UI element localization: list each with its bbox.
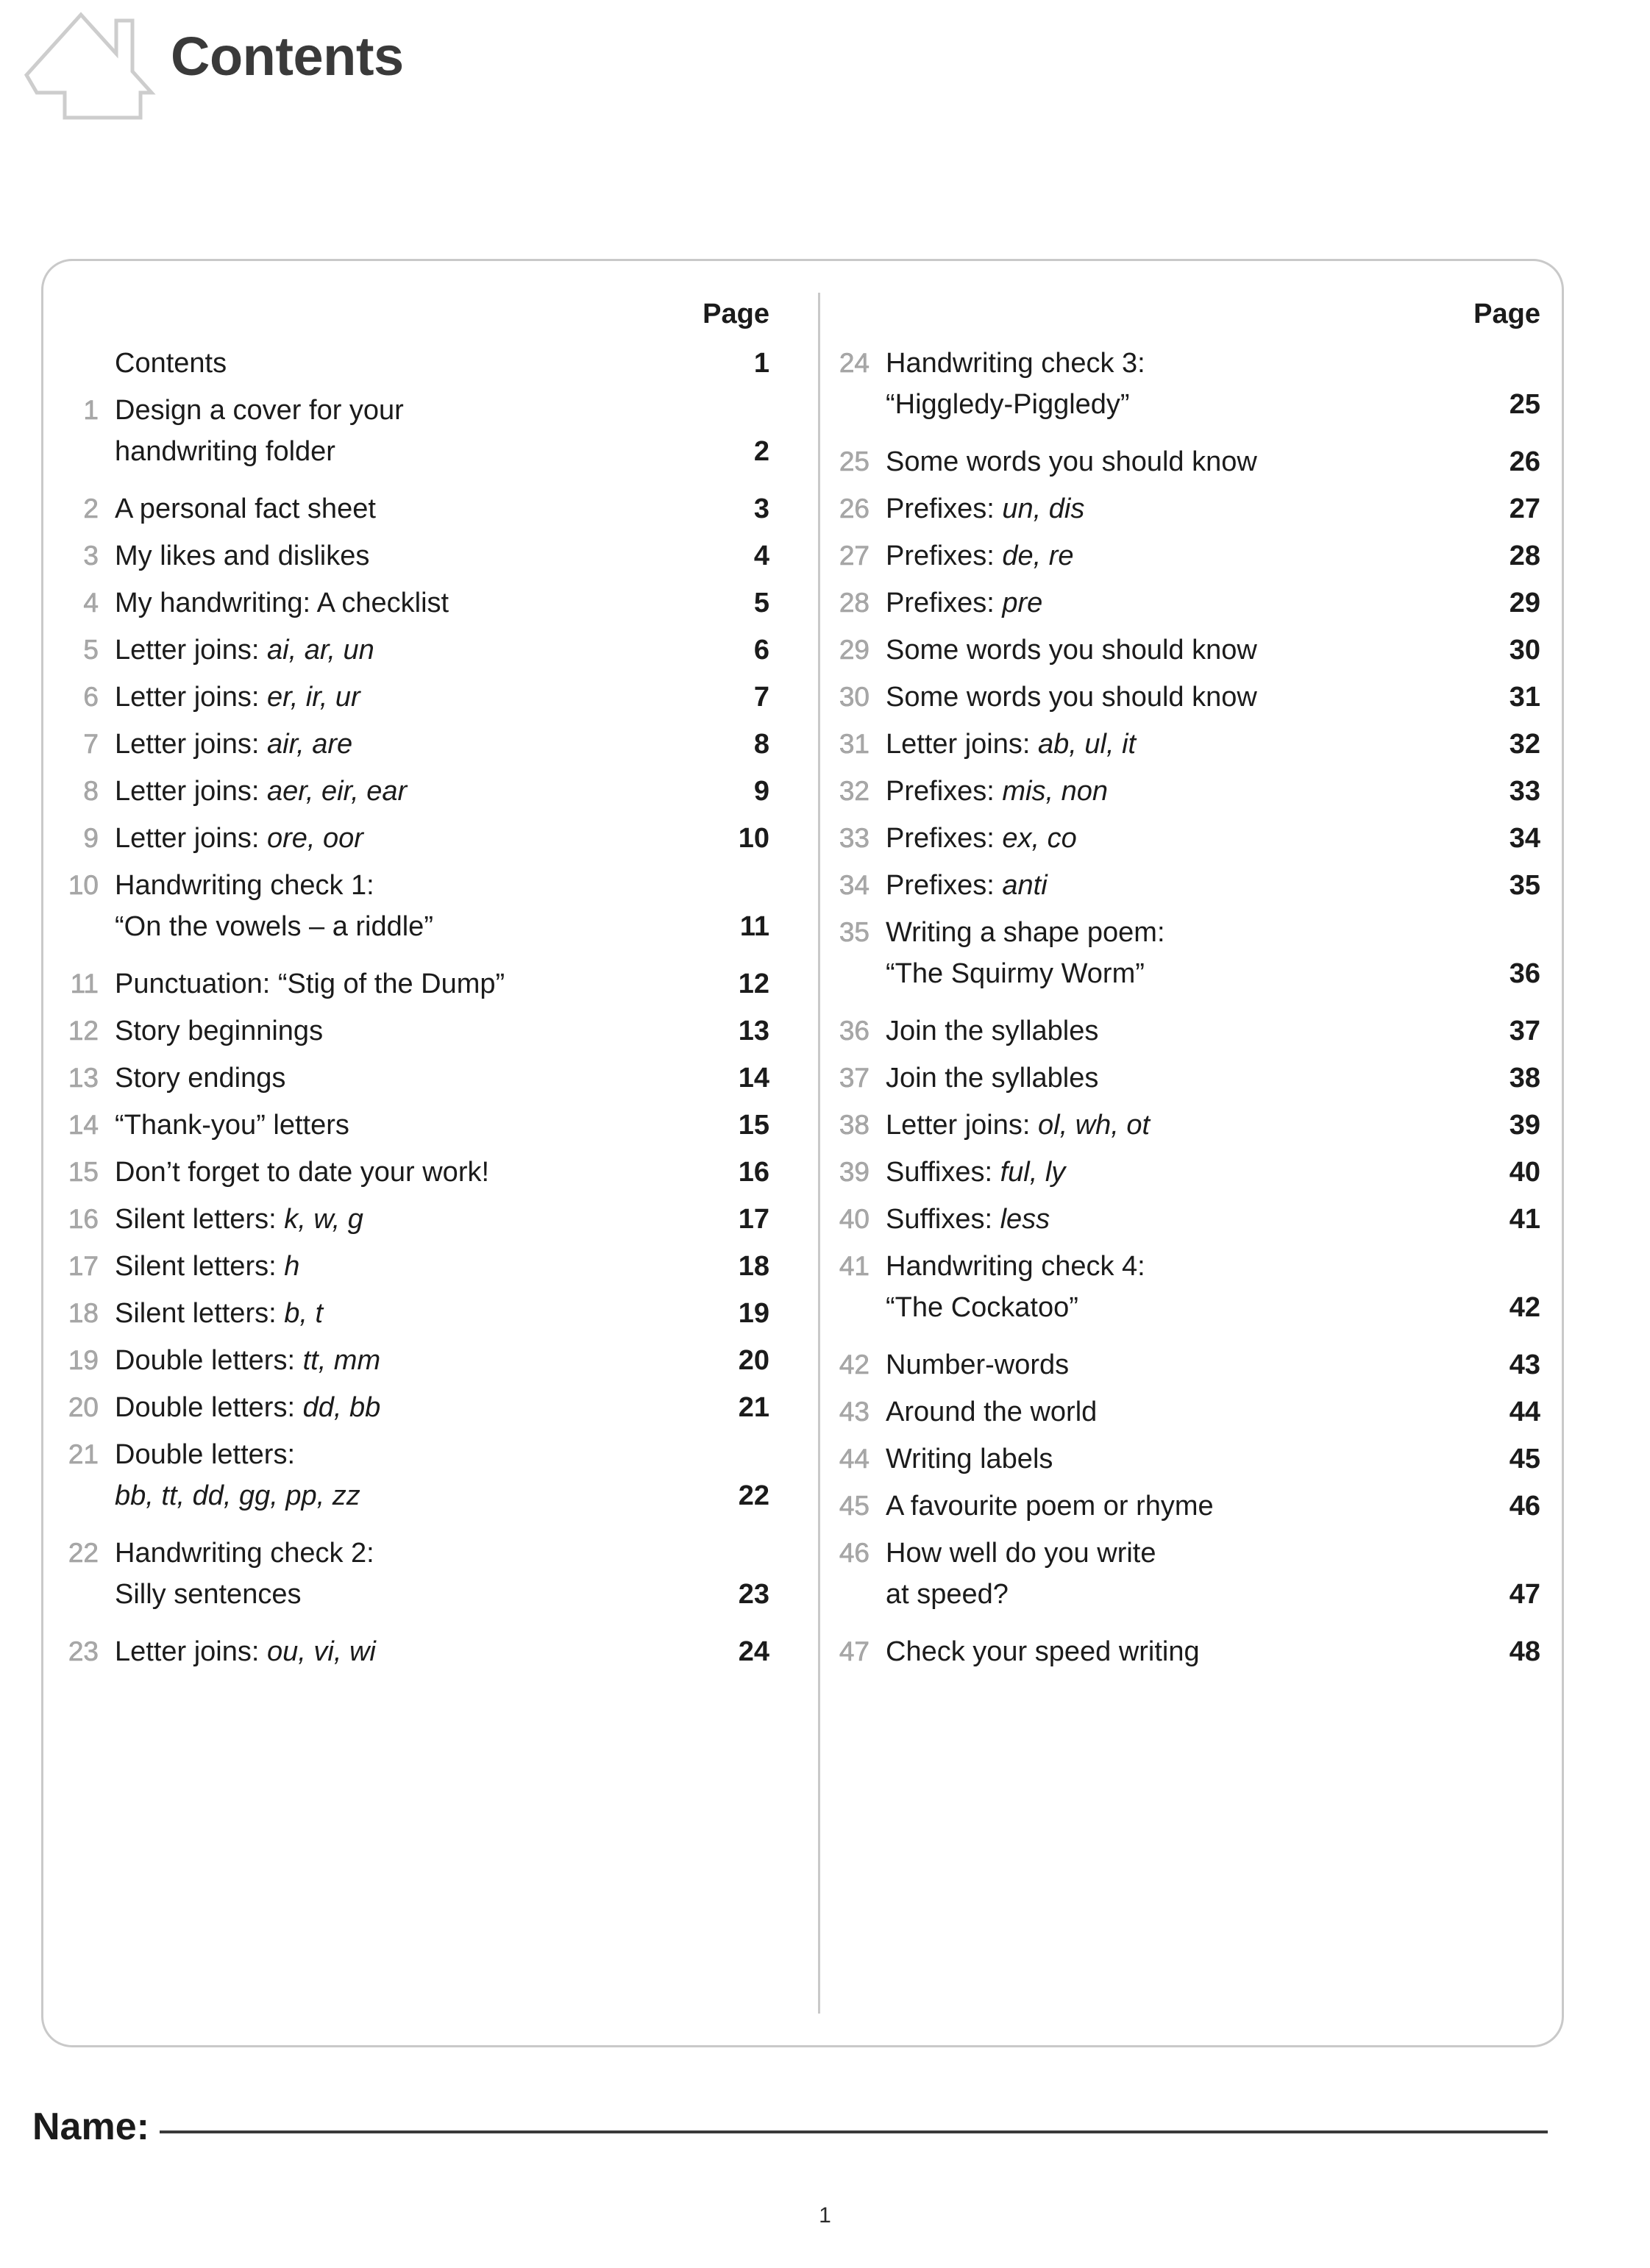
toc-item-number: 15 xyxy=(68,1157,99,1187)
toc-item-number: 47 xyxy=(839,1636,870,1666)
toc-item-title xyxy=(886,1486,1480,1527)
toc-item-title xyxy=(886,1246,1480,1328)
toc-item-page: 43 xyxy=(1509,1349,1540,1380)
toc-row[interactable] xyxy=(833,677,1568,718)
toc-item-title xyxy=(115,865,709,947)
toc-item-title xyxy=(886,1391,1480,1433)
toc-row[interactable] xyxy=(833,771,1568,812)
toc-item-page: 18 xyxy=(738,1251,769,1282)
toc-item-number: 32 xyxy=(839,776,870,806)
toc-row[interactable] xyxy=(62,963,797,1005)
toc-item-number: 23 xyxy=(68,1636,99,1666)
toc-item-page: 36 xyxy=(1509,958,1540,989)
toc-title-italic: mis, non xyxy=(1002,776,1109,807)
toc-title-line-1: Prefixes: ex, co xyxy=(886,823,1077,854)
toc-item-title xyxy=(115,1246,709,1287)
toc-title-line-1: Join the syllables xyxy=(886,1063,1099,1094)
toc-item-title xyxy=(886,1631,1480,1672)
toc-row[interactable] xyxy=(62,390,797,472)
toc-title-line-1: Letter joins: ol, wh, ot xyxy=(886,1110,1151,1141)
toc-title-line-2: at speed? xyxy=(886,1579,1009,1610)
toc-row[interactable] xyxy=(833,441,1568,482)
toc-title-line-1: My likes and dislikes xyxy=(115,541,370,571)
toc-title-line-1: Story beginnings xyxy=(115,1016,324,1046)
toc-item-title xyxy=(115,390,709,472)
toc-item-title xyxy=(886,1199,1480,1240)
toc-item-number: 33 xyxy=(839,823,870,853)
toc-row[interactable] xyxy=(62,488,797,529)
toc-item-page: 25 xyxy=(1509,389,1540,420)
toc-row[interactable] xyxy=(62,1152,797,1193)
toc-item-title xyxy=(115,1340,709,1381)
toc-item-title xyxy=(886,630,1480,671)
toc-title-line-1: My handwriting: A checklist xyxy=(115,588,449,618)
toc-item-page: 39 xyxy=(1509,1110,1540,1141)
toc-title-italic: ore, oor xyxy=(267,823,363,854)
toc-item-title xyxy=(115,1105,709,1146)
house-outline-icon xyxy=(21,4,179,122)
toc-row[interactable] xyxy=(62,771,797,812)
toc-item-title xyxy=(115,535,709,577)
toc-row[interactable] xyxy=(833,1010,1568,1052)
toc-title-line-1: Check your speed writing xyxy=(886,1636,1200,1667)
toc-row[interactable] xyxy=(833,1631,1568,1672)
toc-item-number: 20 xyxy=(68,1392,99,1422)
toc-title-line-1: Story endings xyxy=(115,1063,286,1094)
toc-item-page: 6 xyxy=(753,635,769,666)
page-column-header: Page xyxy=(1473,299,1540,329)
toc-title-line-2: “The Squirmy Worm” xyxy=(886,958,1145,989)
toc-item-title xyxy=(115,677,709,718)
toc-row[interactable] xyxy=(833,865,1568,906)
toc-row[interactable] xyxy=(62,630,797,671)
toc-item-page: 8 xyxy=(753,729,769,760)
toc-item-page: 20 xyxy=(738,1345,769,1376)
toc-title-line-1: Suffixes: ful, ly xyxy=(886,1157,1066,1188)
toc-item-title xyxy=(886,1058,1480,1099)
toc-item-page: 26 xyxy=(1509,446,1540,477)
toc-title-line-2 xyxy=(115,1475,699,1516)
toc-title-line-1: Number-words xyxy=(886,1349,1070,1380)
toc-item-number: 29 xyxy=(839,635,870,665)
toc-item-page: 19 xyxy=(738,1298,769,1329)
toc-item-page: 28 xyxy=(1509,541,1540,571)
toc-item-number: 35 xyxy=(839,917,870,947)
toc-item-page: 3 xyxy=(753,493,769,524)
toc-row[interactable] xyxy=(62,1199,797,1240)
toc-row[interactable] xyxy=(62,865,797,947)
toc-title-italic: ab, ul, it xyxy=(1038,729,1137,760)
toc-title-line-1: Silent letters: k, w, g xyxy=(115,1204,363,1235)
toc-item-title xyxy=(886,912,1480,994)
toc-title-line-1: Handwriting check 2: xyxy=(115,1538,374,1569)
toc-row[interactable] xyxy=(62,1105,797,1146)
toc-title-line-1: Suffixes: less xyxy=(886,1204,1050,1235)
toc-item-page: 9 xyxy=(753,776,769,807)
footer-page-number: 1 xyxy=(819,2203,831,2228)
toc-row[interactable] xyxy=(833,1105,1568,1146)
toc-title-line-2: Silly sentences xyxy=(115,1579,302,1610)
toc-title-line-1: Handwriting check 3: xyxy=(886,348,1145,379)
toc-item-page: 23 xyxy=(738,1579,769,1610)
toc-row[interactable] xyxy=(833,1246,1568,1328)
toc-title-line-1: Letter joins: ore, oor xyxy=(115,823,363,854)
toc-title-line-1: Prefixes: mis, non xyxy=(886,776,1109,807)
toc-title-line-1: Double letters: tt, mm xyxy=(115,1345,381,1376)
toc-title-line-1: Double letters: dd, bb xyxy=(115,1392,381,1423)
toc-item-page: 38 xyxy=(1509,1063,1540,1094)
toc-title-line-1: Silent letters: h xyxy=(115,1251,300,1282)
page-title: Contents xyxy=(171,26,404,87)
toc-item-number: 28 xyxy=(839,588,870,618)
toc-title-italic: tt, mm xyxy=(302,1345,381,1376)
toc-item-title xyxy=(115,1199,709,1240)
toc-item-number: 1 xyxy=(83,395,99,425)
toc-title-italic: pre xyxy=(1002,588,1043,618)
toc-item-number: 8 xyxy=(83,776,99,806)
toc-title-line-2: “Higgledy-Piggledy” xyxy=(886,389,1130,420)
toc-item-number: 41 xyxy=(839,1251,870,1281)
toc-item-number: 10 xyxy=(68,870,99,900)
toc-row[interactable] xyxy=(833,818,1568,859)
toc-title-line-1: Contents xyxy=(115,348,227,379)
toc-title-line-2: handwriting folder xyxy=(115,436,335,467)
toc-item-title xyxy=(115,818,709,859)
toc-left-column xyxy=(62,294,797,1678)
toc-row[interactable] xyxy=(62,1434,797,1516)
toc-title-italic: ou, vi, wi xyxy=(267,1636,376,1667)
toc-item-page: 4 xyxy=(753,541,769,571)
toc-item-title xyxy=(886,1438,1480,1480)
toc-item-page: 27 xyxy=(1509,493,1540,524)
toc-row[interactable] xyxy=(62,535,797,577)
toc-item-number: 45 xyxy=(839,1491,870,1521)
toc-row[interactable] xyxy=(833,535,1568,577)
toc-item-page: 48 xyxy=(1509,1636,1540,1667)
toc-item-title xyxy=(886,677,1480,718)
toc-item-title xyxy=(886,343,1480,425)
toc-title-line-1: Letter joins: aer, eir, ear xyxy=(115,776,408,807)
toc-title-italic: b, t xyxy=(284,1298,324,1329)
toc-title-line-1: Some words you should know xyxy=(886,682,1257,713)
toc-title-italic: er, ir, ur xyxy=(267,682,360,713)
toc-title-line-1: Silent letters: b, t xyxy=(115,1298,324,1329)
toc-item-page: 29 xyxy=(1509,588,1540,618)
toc-row[interactable] xyxy=(62,1058,797,1099)
toc-item-title xyxy=(115,1434,709,1516)
toc-title-line-1: A favourite poem or rhyme xyxy=(886,1491,1214,1522)
toc-item-number: 14 xyxy=(68,1110,99,1140)
toc-item-title xyxy=(886,488,1480,529)
toc-row[interactable] xyxy=(62,1246,797,1287)
toc-title-line-1: Don’t forget to date your work! xyxy=(115,1157,490,1188)
toc-item-page: 44 xyxy=(1509,1397,1540,1427)
right-page-header xyxy=(833,294,1568,343)
toc-item-title xyxy=(115,963,709,1005)
toc-item-title xyxy=(886,1533,1480,1615)
toc-title-line-1: Letter joins: ou, vi, wi xyxy=(115,1636,376,1667)
toc-right-column xyxy=(833,294,1568,1678)
toc-item-title xyxy=(886,441,1480,482)
toc-item-number: 31 xyxy=(839,729,870,759)
toc-title-line-1: A personal fact sheet xyxy=(115,493,376,524)
toc-row[interactable] xyxy=(833,1058,1568,1099)
toc-row[interactable] xyxy=(62,1293,797,1334)
name-label: Name: xyxy=(32,2105,149,2148)
toc-item-number: 11 xyxy=(70,969,99,999)
toc-row[interactable] xyxy=(833,582,1568,624)
toc-title-line-2-italic: bb, tt, dd, gg, pp, zz xyxy=(115,1480,360,1511)
toc-title-line-1: “Thank-you” letters xyxy=(115,1110,349,1141)
toc-item-number: 6 xyxy=(83,682,99,712)
toc-item-page: 35 xyxy=(1509,870,1540,901)
toc-item-title xyxy=(886,771,1480,812)
toc-title-line-1: Letter joins: er, ir, ur xyxy=(115,682,360,713)
name-field-row[interactable] xyxy=(32,2105,1548,2149)
toc-item-title xyxy=(115,1058,709,1099)
toc-item-number: 39 xyxy=(839,1157,870,1187)
toc-row[interactable] xyxy=(833,1533,1568,1615)
toc-item-page: 21 xyxy=(738,1392,769,1423)
toc-item-page: 42 xyxy=(1509,1292,1540,1323)
toc-item-page: 30 xyxy=(1509,635,1540,666)
toc-row[interactable] xyxy=(833,1486,1568,1527)
toc-title-line-1: Writing labels xyxy=(886,1444,1053,1474)
toc-item-title xyxy=(115,630,709,671)
toc-item-page: 33 xyxy=(1509,776,1540,807)
toc-title-italic: ful, ly xyxy=(1000,1157,1066,1188)
toc-item-title xyxy=(886,535,1480,577)
toc-row[interactable] xyxy=(833,1344,1568,1386)
toc-title-line-1: Join the syllables xyxy=(886,1016,1099,1046)
toc-row[interactable] xyxy=(833,630,1568,671)
toc-item-title xyxy=(886,1010,1480,1052)
toc-row[interactable] xyxy=(62,1340,797,1381)
toc-item-number: 22 xyxy=(68,1538,99,1568)
toc-item-number: 25 xyxy=(839,446,870,477)
toc-item-page: 12 xyxy=(738,969,769,999)
toc-item-number: 21 xyxy=(68,1439,99,1469)
toc-item-title xyxy=(115,1010,709,1052)
toc-item-number: 13 xyxy=(68,1063,99,1093)
toc-title-line-1: Prefixes: un, dis xyxy=(886,493,1085,524)
toc-item-page: 17 xyxy=(738,1204,769,1235)
toc-title-line-1: Some words you should know xyxy=(886,446,1257,477)
toc-item-number: 38 xyxy=(839,1110,870,1140)
toc-item-page: 40 xyxy=(1509,1157,1540,1188)
toc-title-italic: un, dis xyxy=(1002,493,1085,524)
toc-title-line-1: Some words you should know xyxy=(886,635,1257,666)
toc-item-title xyxy=(115,582,709,624)
toc-title-line-1: Double letters: xyxy=(115,1439,296,1470)
toc-item-title xyxy=(886,582,1480,624)
toc-row[interactable] xyxy=(62,1631,797,1672)
toc-item-number: 2 xyxy=(83,493,99,524)
toc-item-number: 19 xyxy=(68,1345,99,1375)
toc-row[interactable] xyxy=(62,1010,797,1052)
toc-title-line-2: “The Cockatoo” xyxy=(886,1292,1078,1323)
toc-item-number: 9 xyxy=(83,823,99,853)
toc-item-page: 37 xyxy=(1509,1016,1540,1046)
column-divider xyxy=(818,293,820,2014)
toc-row[interactable] xyxy=(62,677,797,718)
left-page-header xyxy=(62,294,797,343)
toc-item-number: 37 xyxy=(839,1063,870,1093)
toc-item-page: 11 xyxy=(739,911,769,942)
toc-item-page: 24 xyxy=(738,1636,769,1667)
toc-row[interactable] xyxy=(833,1438,1568,1480)
toc-title-italic: air, are xyxy=(267,729,353,760)
toc-title-line-1: Handwriting check 1: xyxy=(115,870,374,901)
toc-row[interactable] xyxy=(62,343,797,384)
toc-item-title xyxy=(115,1533,709,1615)
toc-item-title xyxy=(115,771,709,812)
toc-item-title xyxy=(115,1293,709,1334)
toc-item-number: 27 xyxy=(839,541,870,571)
toc-row[interactable] xyxy=(833,343,1568,425)
toc-title-line-1: Prefixes: de, re xyxy=(886,541,1074,571)
toc-item-number: 18 xyxy=(68,1298,99,1328)
toc-item-number: 36 xyxy=(839,1016,870,1046)
toc-item-page: 34 xyxy=(1509,823,1540,854)
toc-item-number: 17 xyxy=(68,1251,99,1281)
toc-title-italic: k, w, g xyxy=(284,1204,363,1235)
toc-item-number: 24 xyxy=(839,348,870,378)
toc-title-line-1: Letter joins: air, are xyxy=(115,729,353,760)
toc-item-page: 15 xyxy=(738,1110,769,1141)
toc-item-page: 2 xyxy=(753,436,769,467)
toc-title-italic: h xyxy=(284,1251,300,1282)
toc-title-line-1: Prefixes: anti xyxy=(886,870,1048,901)
toc-title-italic: ol, wh, ot xyxy=(1038,1110,1151,1141)
toc-title-italic: de, re xyxy=(1002,541,1074,571)
toc-item-title xyxy=(115,488,709,529)
toc-item-number: 26 xyxy=(839,493,870,524)
toc-item-number: 34 xyxy=(839,870,870,900)
toc-title-italic: ex, co xyxy=(1002,823,1077,854)
toc-title-italic: anti xyxy=(1002,870,1048,901)
toc-item-number: 43 xyxy=(839,1397,870,1427)
toc-item-page: 41 xyxy=(1509,1204,1540,1235)
toc-item-number: 16 xyxy=(68,1204,99,1234)
toc-item-page: 46 xyxy=(1509,1491,1540,1522)
toc-title-line-1: Design a cover for your xyxy=(115,395,404,426)
toc-item-page: 7 xyxy=(753,682,769,713)
toc-item-page: 16 xyxy=(738,1157,769,1188)
toc-row[interactable] xyxy=(833,1199,1568,1240)
toc-title-italic: aer, eir, ear xyxy=(267,776,408,807)
toc-item-page: 5 xyxy=(753,588,769,618)
toc-item-number: 5 xyxy=(83,635,99,665)
toc-title-italic: dd, bb xyxy=(302,1392,381,1423)
toc-title-line-1: Punctuation: “Stig of the Dump” xyxy=(115,969,505,999)
toc-item-page: 14 xyxy=(738,1063,769,1094)
toc-item-number: 12 xyxy=(68,1016,99,1046)
toc-title-line-1: Around the world xyxy=(886,1397,1098,1427)
toc-row[interactable] xyxy=(833,488,1568,529)
toc-row[interactable] xyxy=(833,912,1568,994)
toc-row[interactable] xyxy=(62,1387,797,1428)
toc-title-line-1: Letter joins: ai, ar, un xyxy=(115,635,374,666)
name-write-on-line[interactable] xyxy=(160,2130,1548,2133)
toc-item-title xyxy=(115,1152,709,1193)
toc-item-number: 46 xyxy=(839,1538,870,1568)
toc-row[interactable] xyxy=(62,1533,797,1615)
toc-item-title xyxy=(886,865,1480,906)
toc-item-page: 47 xyxy=(1509,1579,1540,1610)
toc-item-title xyxy=(886,724,1480,765)
toc-row[interactable] xyxy=(833,1152,1568,1193)
page-column-header: Page xyxy=(703,299,769,329)
toc-item-page: 10 xyxy=(738,823,769,854)
toc-row[interactable] xyxy=(62,724,797,765)
toc-item-number: 44 xyxy=(839,1444,870,1474)
toc-row[interactable] xyxy=(833,724,1568,765)
toc-item-title xyxy=(115,724,709,765)
toc-title-line-2: “On the vowels – a riddle” xyxy=(115,911,433,942)
toc-item-number: 4 xyxy=(83,588,99,618)
toc-item-title xyxy=(115,1631,709,1672)
toc-item-title xyxy=(115,343,709,384)
toc-item-page: 45 xyxy=(1509,1444,1540,1474)
toc-item-page: 31 xyxy=(1509,682,1540,713)
toc-item-title xyxy=(886,1152,1480,1193)
toc-title-line-1: Handwriting check 4: xyxy=(886,1251,1145,1282)
toc-item-page: 1 xyxy=(753,348,769,379)
toc-item-page: 22 xyxy=(738,1480,769,1511)
toc-item-number: 3 xyxy=(83,541,99,571)
toc-title-italic: ai, ar, un xyxy=(267,635,374,666)
toc-item-title xyxy=(886,1105,1480,1146)
page-header xyxy=(0,0,1650,250)
toc-row[interactable] xyxy=(62,582,797,624)
toc-item-number: 30 xyxy=(839,682,870,712)
toc-title-line-1: Letter joins: ab, ul, it xyxy=(886,729,1137,760)
toc-row[interactable] xyxy=(62,818,797,859)
toc-item-number: 42 xyxy=(839,1349,870,1380)
toc-title-line-1: Writing a shape poem: xyxy=(886,917,1165,948)
toc-item-number: 40 xyxy=(839,1204,870,1234)
toc-item-title xyxy=(886,1344,1480,1386)
toc-row[interactable] xyxy=(833,1391,1568,1433)
toc-title-italic: less xyxy=(1000,1204,1050,1235)
toc-item-title xyxy=(115,1387,709,1428)
toc-title-line-1: How well do you write xyxy=(886,1538,1156,1569)
toc-item-number: 7 xyxy=(83,729,99,759)
toc-item-page: 32 xyxy=(1509,729,1540,760)
toc-title-line-1: Prefixes: pre xyxy=(886,588,1043,618)
toc-item-page: 13 xyxy=(738,1016,769,1046)
toc-item-title xyxy=(886,818,1480,859)
